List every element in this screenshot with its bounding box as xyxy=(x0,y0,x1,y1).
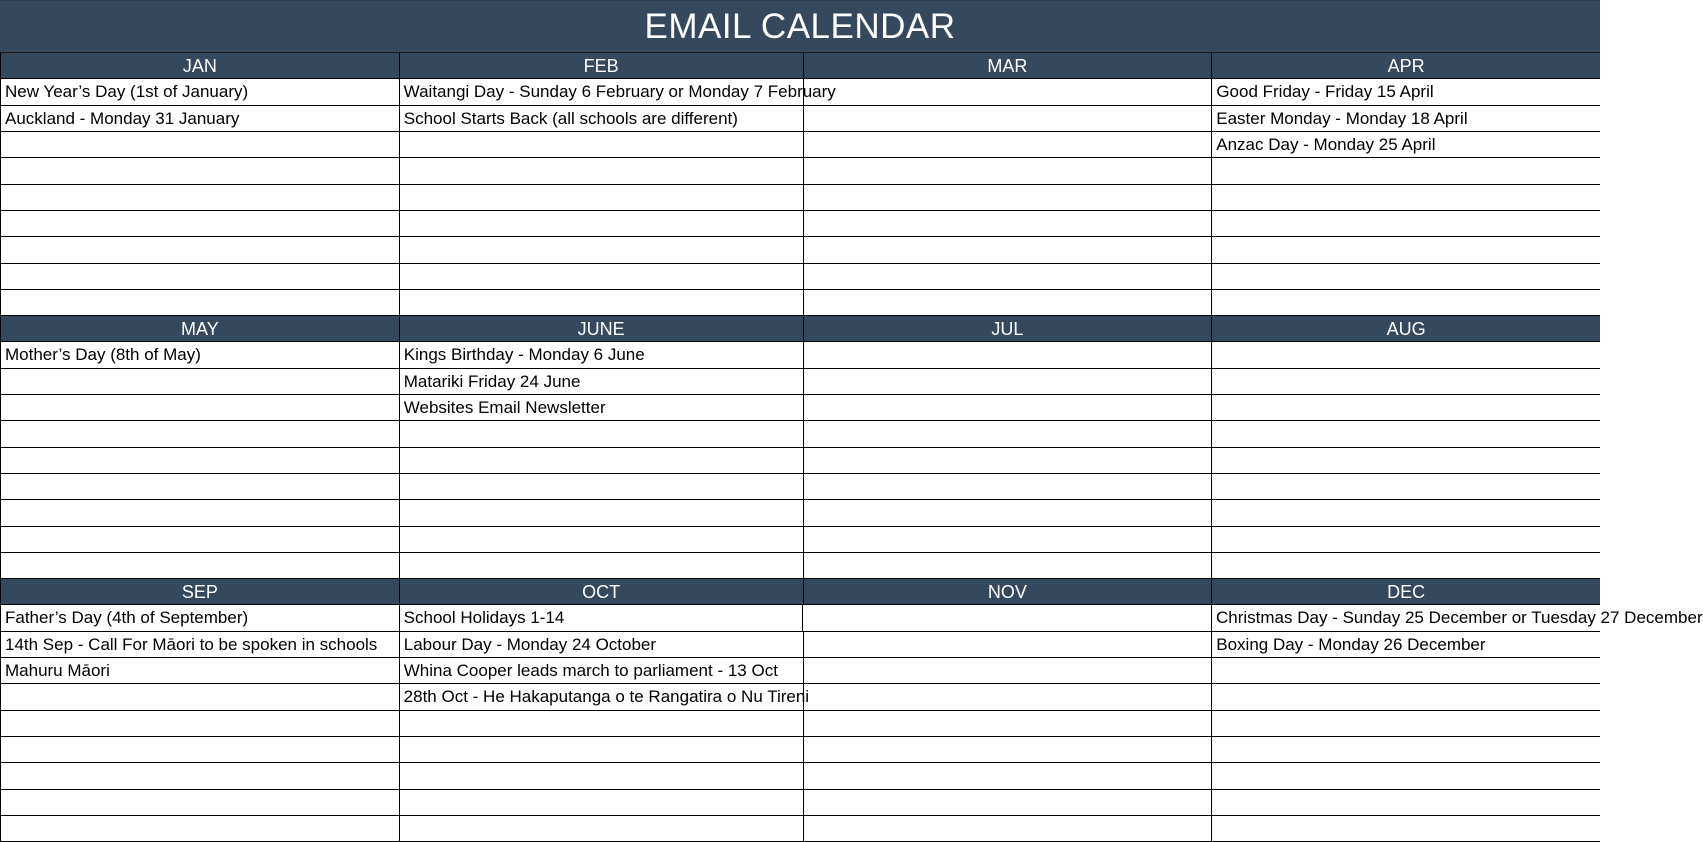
table-row xyxy=(1,448,1600,474)
calendar-cell[interactable] xyxy=(1,448,400,473)
calendar-cell[interactable] xyxy=(804,474,1213,499)
calendar-cell[interactable] xyxy=(400,448,804,473)
calendar-cell[interactable] xyxy=(1,395,400,420)
calendar-cell[interactable] xyxy=(400,237,804,262)
calendar-cell[interactable]: Labour Day - Monday 24 October xyxy=(400,632,804,657)
calendar-cell[interactable]: Waitangi Day - Sunday 6 February or Monday 7 February xyxy=(400,79,804,104)
calendar-cell[interactable] xyxy=(804,369,1213,394)
calendar-cell[interactable]: 28th Oct - He Hakaputanga o te Rangatira o Nu Tireni xyxy=(400,684,804,709)
month-header-row xyxy=(1,579,1600,605)
calendar-cell[interactable] xyxy=(1212,395,1600,420)
calendar-cell[interactable] xyxy=(400,790,804,815)
calendar-cell[interactable]: Matariki Friday 24 June xyxy=(400,369,804,394)
table-row xyxy=(1,658,1600,684)
calendar-cell[interactable]: School Starts Back (all schools are different) xyxy=(400,106,804,131)
table-row xyxy=(1,474,1600,500)
table-row xyxy=(1,237,1600,263)
calendar-cell[interactable] xyxy=(804,106,1213,131)
calendar-cell[interactable] xyxy=(804,763,1213,788)
calendar-cell[interactable] xyxy=(804,237,1213,262)
calendar-cell[interactable] xyxy=(804,658,1213,683)
table-row xyxy=(1,342,1600,368)
calendar-cell[interactable] xyxy=(1212,658,1600,683)
table-row xyxy=(1,211,1600,237)
table-row xyxy=(1,605,1703,631)
calendar-cell[interactable]: Mother’s Day (8th of May) xyxy=(1,342,400,367)
calendar-cell[interactable] xyxy=(400,527,804,552)
calendar-cell[interactable] xyxy=(804,421,1213,446)
calendar-cell[interactable] xyxy=(1212,421,1600,446)
calendar-cell[interactable] xyxy=(1212,474,1600,499)
calendar-cell[interactable] xyxy=(1,763,400,788)
calendar-cell[interactable]: Kings Birthday - Monday 6 June xyxy=(400,342,804,367)
calendar-cell[interactable]: Websites Email Newsletter xyxy=(400,395,804,420)
calendar-cell[interactable] xyxy=(1,684,400,709)
calendar-cell[interactable] xyxy=(1,290,400,315)
calendar-cell[interactable] xyxy=(1212,816,1600,841)
calendar-cell[interactable] xyxy=(400,290,804,315)
table-row xyxy=(1,421,1600,447)
table-row xyxy=(1,369,1600,395)
calendar-cell[interactable]: Easter Monday - Monday 18 April xyxy=(1216,108,1468,128)
calendar-cell[interactable] xyxy=(400,264,804,289)
month-section xyxy=(0,316,1600,579)
table-row xyxy=(1,790,1600,816)
calendar-cell[interactable]: Good Friday - Friday 15 April xyxy=(1216,82,1434,102)
calendar-cell[interactable] xyxy=(400,763,804,788)
calendar-cell[interactable] xyxy=(400,500,804,525)
calendar-cell[interactable] xyxy=(804,527,1213,552)
calendar-cell[interactable] xyxy=(400,211,804,236)
calendar-cell[interactable] xyxy=(1212,185,1600,210)
calendar-cell[interactable] xyxy=(1,421,400,446)
calendar-cell[interactable] xyxy=(1212,527,1600,552)
calendar-cell[interactable]: Christmas Day - Sunday 25 December or Tuesday 27 December xyxy=(1216,608,1703,628)
calendar-cell[interactable] xyxy=(1212,790,1600,815)
calendar-cell[interactable] xyxy=(400,158,804,183)
calendar-cell[interactable] xyxy=(400,132,804,157)
calendar-cell[interactable] xyxy=(804,132,1213,157)
calendar-cell[interactable] xyxy=(1212,211,1600,236)
calendar-cell[interactable] xyxy=(1212,737,1600,762)
month-header-row xyxy=(1,53,1600,79)
calendar-cell[interactable] xyxy=(1212,448,1600,473)
table-row xyxy=(1,632,1600,658)
calendar-cell[interactable] xyxy=(1212,763,1600,788)
calendar-cell[interactable] xyxy=(1,474,400,499)
table-row xyxy=(1,158,1600,184)
calendar-cell[interactable] xyxy=(804,816,1213,841)
calendar-cell[interactable]: Whina Cooper leads march to parliament - 13 Oct xyxy=(400,658,804,683)
calendar-cell[interactable]: New Year’s Day (1st of January) xyxy=(1,79,400,104)
calendar-cell[interactable]: Boxing Day - Monday 26 December xyxy=(1216,634,1486,654)
calendar-cell[interactable] xyxy=(1,369,400,394)
table-row xyxy=(1,185,1600,211)
calendar-cell[interactable] xyxy=(1212,237,1600,262)
month-header-dec[interactable]: DEC xyxy=(1212,579,1600,604)
calendar-cell[interactable] xyxy=(1,500,400,525)
calendar-cell[interactable] xyxy=(1,185,400,210)
calendar-cell[interactable] xyxy=(804,79,1213,104)
calendar-cell[interactable] xyxy=(1,737,400,762)
calendar-cell[interactable] xyxy=(1,790,400,815)
table-row xyxy=(1,264,1600,290)
calendar-cell[interactable] xyxy=(400,421,804,446)
calendar-cell[interactable] xyxy=(804,342,1213,367)
calendar-cell[interactable] xyxy=(400,185,804,210)
calendar-cell[interactable] xyxy=(804,500,1213,525)
table-row xyxy=(1,290,1600,316)
calendar-cell[interactable] xyxy=(1212,369,1600,394)
calendar-cell[interactable] xyxy=(1,553,400,578)
calendar-cell[interactable] xyxy=(1,158,400,183)
calendar-cell[interactable] xyxy=(803,605,1212,630)
calendar-cell[interactable] xyxy=(1,527,400,552)
month-header-feb[interactable]: FEB xyxy=(400,53,804,78)
table-row xyxy=(1,553,1600,579)
month-header-may[interactable]: MAY xyxy=(1,316,400,341)
month-header-nov[interactable]: NOV xyxy=(804,579,1213,604)
calendar-cell[interactable] xyxy=(1212,711,1600,736)
calendar-cell[interactable] xyxy=(400,711,804,736)
calendar-cell[interactable] xyxy=(400,737,804,762)
month-header-june[interactable]: JUNE xyxy=(400,316,804,341)
calendar-cell[interactable] xyxy=(1212,264,1600,289)
month-header-oct[interactable]: OCT xyxy=(400,579,804,604)
table-row xyxy=(1,395,1600,421)
table-row xyxy=(1,737,1600,763)
calendar-cell[interactable] xyxy=(1,816,400,841)
calendar-cell[interactable] xyxy=(1,237,400,262)
calendar-cell[interactable] xyxy=(804,211,1213,236)
month-header-mar[interactable]: MAR xyxy=(804,53,1213,78)
calendar-cell[interactable] xyxy=(804,553,1213,578)
table-row xyxy=(1,500,1600,526)
calendar-cell[interactable] xyxy=(1212,342,1600,367)
calendar-cell[interactable] xyxy=(1,264,400,289)
table-row xyxy=(1,684,1600,710)
calendar-cell[interactable] xyxy=(400,553,804,578)
table-row xyxy=(1,106,1600,132)
calendar-cell[interactable] xyxy=(1212,158,1600,183)
month-header-jul[interactable]: JUL xyxy=(804,316,1213,341)
calendar-cell[interactable] xyxy=(1,211,400,236)
calendar-cell[interactable] xyxy=(804,737,1213,762)
calendar-cell[interactable] xyxy=(804,290,1213,315)
calendar-cell[interactable] xyxy=(804,632,1213,657)
calendar-cell[interactable] xyxy=(804,395,1213,420)
month-header-jan[interactable]: JAN xyxy=(1,53,400,78)
calendar-cell[interactable]: Auckland - Monday 31 January xyxy=(1,106,400,131)
calendar-cell[interactable] xyxy=(804,684,1213,709)
calendar-cell[interactable] xyxy=(1212,500,1600,525)
table-row xyxy=(1,711,1600,737)
calendar-cell[interactable]: Anzac Day - Monday 25 April xyxy=(1216,134,1436,154)
calendar-cell[interactable] xyxy=(804,711,1213,736)
calendar-cell[interactable] xyxy=(804,158,1213,183)
month-header-apr[interactable]: APR xyxy=(1212,53,1600,78)
month-section xyxy=(0,579,1703,842)
calendar-cell[interactable] xyxy=(400,474,804,499)
calendar-title[interactable]: EMAIL CALENDAR xyxy=(0,0,1600,53)
calendar-cell[interactable] xyxy=(1,132,400,157)
calendar-cell[interactable] xyxy=(804,185,1213,210)
month-header-sep[interactable]: SEP xyxy=(1,579,400,604)
table-row xyxy=(1,816,1600,842)
month-header-aug[interactable]: AUG xyxy=(1212,316,1600,341)
calendar-cell[interactable] xyxy=(804,448,1213,473)
calendar-cell[interactable]: School Holidays 1-14 xyxy=(400,605,804,630)
calendar-cell[interactable] xyxy=(804,790,1213,815)
calendar-cell[interactable] xyxy=(1212,553,1600,578)
calendar-cell[interactable] xyxy=(1,711,400,736)
table-row xyxy=(1,763,1600,789)
calendar-cell[interactable] xyxy=(1212,290,1600,315)
calendar-cell[interactable]: Mahuru Māori xyxy=(1,658,400,683)
table-row xyxy=(1,527,1600,553)
table-row xyxy=(1,132,1600,158)
calendar-cell[interactable] xyxy=(1212,684,1600,709)
calendar-cell[interactable]: Father’s Day (4th of September) xyxy=(1,605,400,630)
calendar-cell[interactable]: 14th Sep - Call For Māori to be spoken in schools xyxy=(1,632,400,657)
table-row xyxy=(1,79,1600,105)
calendar-cell[interactable] xyxy=(400,816,804,841)
month-section xyxy=(0,53,1600,316)
calendar-cell[interactable] xyxy=(804,264,1213,289)
month-header-row xyxy=(1,316,1600,342)
